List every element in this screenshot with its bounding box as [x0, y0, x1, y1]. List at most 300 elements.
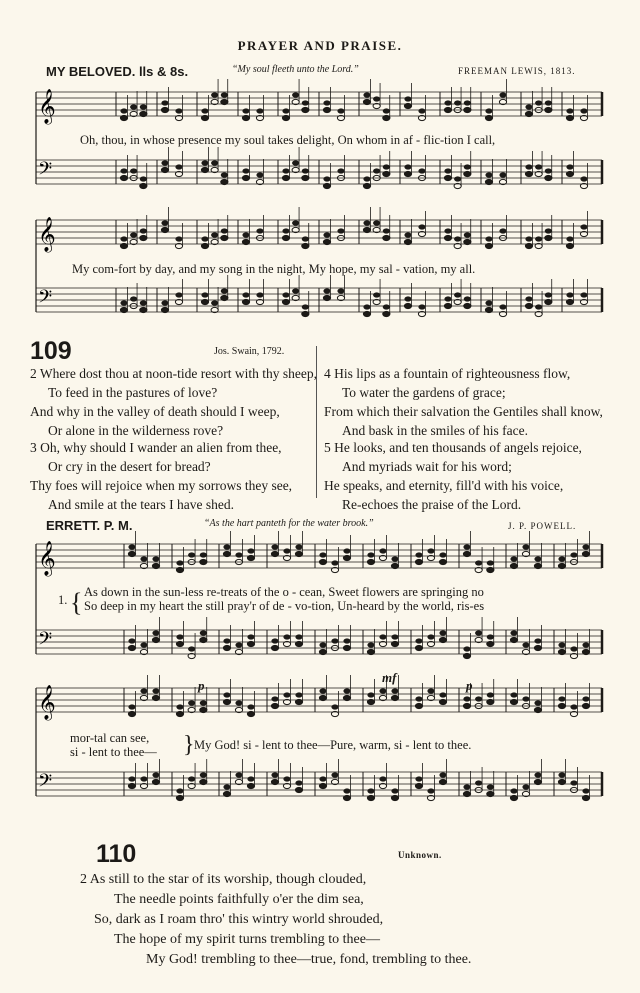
note-head [343, 555, 350, 560]
note-head [566, 236, 573, 241]
note-head [176, 567, 183, 572]
note-head [323, 100, 330, 105]
note-head [319, 776, 326, 781]
note-head [510, 637, 517, 642]
note-head [140, 307, 147, 312]
note-head [379, 634, 386, 639]
note-head [487, 567, 494, 572]
note-head [558, 696, 565, 701]
hymn2-score [0, 520, 640, 850]
note-head [444, 228, 451, 233]
note-head [343, 695, 350, 700]
note-head [510, 630, 517, 635]
note-head [235, 552, 242, 557]
note-head [221, 172, 228, 177]
note-head [201, 160, 208, 165]
note-head [415, 776, 422, 781]
note-head [176, 711, 183, 716]
note-head [534, 772, 541, 777]
note-head [363, 304, 370, 309]
note-head [404, 103, 411, 108]
stanza-line: 2 Where dost thou at noon-tide resort with thy sheep, [30, 366, 317, 381]
note-head [373, 292, 380, 297]
note-head [319, 552, 326, 557]
note-head [242, 168, 249, 173]
bass-clef-icon: 𝄢 [38, 159, 53, 184]
note-head [487, 692, 494, 697]
note-head [367, 788, 374, 793]
note-head [510, 692, 517, 697]
note-head [499, 172, 506, 177]
note-head [152, 556, 159, 561]
note-head [463, 646, 470, 651]
note-head [201, 243, 208, 248]
note-head [464, 303, 471, 308]
note-head [200, 772, 207, 777]
note-head [558, 642, 565, 647]
stanza-line: Thy foes will rejoice when my sorrows they see, [30, 478, 293, 493]
note-head [176, 788, 183, 793]
note-head [487, 784, 494, 789]
hymn1-composer: FREEMAN LEWIS, 1813. [458, 66, 576, 76]
note-head [319, 649, 326, 654]
note-head [128, 551, 135, 556]
hymn1-motto: “My soul fleeth unto the Lord.” [232, 64, 359, 75]
hymn2-lyric-a: As down in the sun-less re-treats of the o - cean, Sweet flowers are springing no [84, 585, 484, 599]
note-head [223, 638, 230, 643]
note-head [580, 224, 587, 229]
note-head [558, 779, 565, 784]
note-head [485, 115, 492, 120]
note-head [295, 641, 302, 646]
note-head [367, 642, 374, 647]
treble-clef-icon: 𝄞 [38, 89, 56, 124]
note-head [463, 703, 470, 708]
note-head [439, 637, 446, 642]
note-head [130, 104, 137, 109]
note-head [271, 645, 278, 650]
note-head [271, 703, 278, 708]
stanza-line: And myriads wait for his word; [342, 459, 512, 474]
note-head [283, 548, 290, 553]
note-head [161, 160, 168, 165]
note-head [302, 175, 309, 180]
note-head [282, 292, 289, 297]
note-head [367, 552, 374, 557]
note-head [391, 641, 398, 646]
hymn1-score [0, 0, 640, 340]
note-head [383, 171, 390, 176]
treble-clef-icon: 𝄞 [38, 685, 56, 720]
note-head [566, 171, 573, 176]
note-head [140, 104, 147, 109]
note-head [383, 235, 390, 240]
stanza-line: And smile at the tears I have shed. [48, 497, 234, 512]
note-head [475, 780, 482, 785]
note-head [391, 795, 398, 800]
note-head [582, 649, 589, 654]
note-head [323, 183, 330, 188]
hymn-number-110: 110 [96, 840, 137, 868]
note-head [176, 560, 183, 565]
note-head [223, 791, 230, 796]
stanza-line: And bask in the smiles of his face. [342, 423, 528, 438]
note-head [200, 700, 207, 705]
note-head [582, 788, 589, 793]
note-head [242, 175, 249, 180]
note-head [323, 288, 330, 293]
note-head [499, 228, 506, 233]
note-head [525, 111, 532, 116]
stanza-line: So, dark as I roam thro' this wintry world shrouded, [94, 912, 384, 927]
note-head [464, 107, 471, 112]
note-head [247, 641, 254, 646]
note-head [221, 235, 228, 240]
note-head [454, 100, 461, 105]
note-head [404, 296, 411, 301]
note-head [582, 544, 589, 549]
note-head [558, 703, 565, 708]
note-head [566, 292, 573, 297]
note-head [439, 552, 446, 557]
note-head [242, 108, 249, 113]
note-head [363, 311, 370, 316]
note-head [223, 692, 230, 697]
note-head [295, 692, 302, 697]
note-head [566, 115, 573, 120]
note-head [211, 160, 218, 165]
note-head [120, 243, 127, 248]
note-head [464, 239, 471, 244]
note-head [582, 696, 589, 701]
note-head [418, 108, 425, 113]
note-head [373, 220, 380, 225]
note-head [379, 548, 386, 553]
bass-clef-icon: 𝄢 [38, 629, 53, 654]
note-head [444, 303, 451, 308]
note-head [282, 108, 289, 113]
note-head [200, 637, 207, 642]
note-head [201, 236, 208, 241]
note-head [444, 107, 451, 112]
hymn110-author: Unknown. [398, 850, 442, 860]
note-head [242, 115, 249, 120]
note-head [201, 108, 208, 113]
note-head [485, 300, 492, 305]
note-head [580, 108, 587, 113]
hymn109-author: Jos. Swain, 1792. [214, 346, 285, 357]
stanza-line: Or alone in the wilderness rove? [48, 423, 224, 438]
note-head [558, 556, 565, 561]
stanza-line: 2 As still to the star of its worship, though clouded, [80, 872, 367, 887]
note-head [200, 630, 207, 635]
note-head [582, 703, 589, 708]
note-head [566, 108, 573, 113]
note-head [464, 100, 471, 105]
note-head [522, 696, 529, 701]
note-head [534, 638, 541, 643]
note-head [302, 236, 309, 241]
note-head [343, 688, 350, 693]
note-head [140, 300, 147, 305]
note-head [337, 288, 344, 293]
note-head [319, 559, 326, 564]
note-head [404, 164, 411, 169]
note-head [391, 563, 398, 568]
note-head [534, 563, 541, 568]
note-head [444, 235, 451, 240]
note-head [140, 111, 147, 116]
note-head [418, 304, 425, 309]
note-head [582, 642, 589, 647]
note-head [140, 183, 147, 188]
note-head [188, 552, 195, 557]
note-head [464, 296, 471, 301]
tune-title-errett: ERRETT. P. M. [46, 518, 133, 533]
note-head [223, 699, 230, 704]
note-head [525, 164, 532, 169]
note-head [545, 168, 552, 173]
note-head [535, 100, 542, 105]
note-head [463, 696, 470, 701]
note-head [367, 692, 374, 697]
note-head [535, 236, 542, 241]
note-head [128, 783, 135, 788]
note-head [582, 795, 589, 800]
note-head [463, 784, 470, 789]
note-head [373, 168, 380, 173]
note-head [295, 699, 302, 704]
note-head [566, 164, 573, 169]
note-head [271, 696, 278, 701]
note-head [128, 638, 135, 643]
note-head [319, 783, 326, 788]
note-head [221, 92, 228, 97]
note-head [463, 544, 470, 549]
note-head [161, 107, 168, 112]
note-head [534, 700, 541, 705]
note-head [444, 175, 451, 180]
note-head [383, 115, 390, 120]
note-head [582, 551, 589, 556]
note-head [120, 236, 127, 241]
note-head [415, 645, 422, 650]
note-head [343, 645, 350, 650]
note-head [415, 783, 422, 788]
note-head [454, 176, 461, 181]
note-head [558, 563, 565, 568]
note-head [379, 776, 386, 781]
note-head [454, 292, 461, 297]
note-head [363, 176, 370, 181]
note-head [439, 692, 446, 697]
note-head [200, 559, 207, 564]
note-head [558, 772, 565, 777]
note-head [235, 642, 242, 647]
note-head [415, 559, 422, 564]
stanza-line: My God! trembling to thee—true, fond, trembling to thee. [146, 952, 472, 967]
note-head [152, 695, 159, 700]
note-head [534, 645, 541, 650]
note-head [295, 634, 302, 639]
note-head [302, 168, 309, 173]
note-head [463, 791, 470, 796]
note-head [200, 707, 207, 712]
note-head [363, 220, 370, 225]
note-head [337, 168, 344, 173]
verse-brace: { [70, 588, 83, 617]
note-head [323, 232, 330, 237]
note-head [487, 791, 494, 796]
note-head [140, 688, 147, 693]
note-head [295, 780, 302, 785]
note-head [120, 307, 127, 312]
note-head [176, 634, 183, 639]
note-head [175, 292, 182, 297]
note-head [128, 544, 135, 549]
note-head [337, 108, 344, 113]
note-head [464, 171, 471, 176]
treble-clef-icon: 𝄞 [38, 217, 56, 252]
note-head [223, 544, 230, 549]
stanza-line: Or cry in the desert for bread? [48, 459, 211, 474]
note-head [525, 171, 532, 176]
note-head [485, 108, 492, 113]
note-head [580, 176, 587, 181]
note-head [485, 236, 492, 241]
note-head [343, 548, 350, 553]
note-head [188, 646, 195, 651]
note-head [427, 548, 434, 553]
hymn-number-109: 109 [30, 337, 72, 365]
note-head [363, 227, 370, 232]
hymn1-lyric-line2: My com-fort by day, and my song in the night, My hope, my sal - vation, my all. [72, 262, 476, 276]
note-head [475, 696, 482, 701]
note-head [383, 304, 390, 309]
note-head [464, 164, 471, 169]
note-head [367, 699, 374, 704]
hymn2-lyric-d: My God! si - lent to thee—Pure, warm, si - lent to thee. [194, 738, 472, 752]
note-head [247, 783, 254, 788]
note-head [525, 303, 532, 308]
note-head [161, 307, 168, 312]
note-head [242, 232, 249, 237]
treble-clef-icon: 𝄞 [38, 541, 56, 576]
tune-title-my-beloved: MY BELOVED. lls & 8s. [46, 64, 189, 79]
note-head [566, 299, 573, 304]
note-head [522, 642, 529, 647]
note-head [404, 239, 411, 244]
note-head [522, 544, 529, 549]
note-head [510, 795, 517, 800]
note-head [292, 288, 299, 293]
note-head [534, 556, 541, 561]
note-head [535, 304, 542, 309]
hymn2-lyric-c1: mor-tal can see, [70, 731, 150, 745]
note-head [120, 168, 127, 173]
note-head [343, 795, 350, 800]
note-head [323, 295, 330, 300]
note-head [302, 100, 309, 105]
hymn109-stanza-2 [30, 364, 317, 440]
dynamic-p: p [198, 678, 205, 693]
note-head [534, 779, 541, 784]
dynamic-mf: mf [382, 670, 397, 685]
note-head [120, 115, 127, 120]
note-head [367, 795, 374, 800]
note-head [427, 788, 434, 793]
note-head [271, 551, 278, 556]
note-head [302, 107, 309, 112]
note-head [128, 704, 135, 709]
note-head [439, 630, 446, 635]
note-head [140, 235, 147, 240]
note-head [475, 560, 482, 565]
note-head [570, 704, 577, 709]
note-head [221, 99, 228, 104]
note-head [128, 776, 135, 781]
note-head [221, 179, 228, 184]
note-head [235, 700, 242, 705]
note-head [545, 228, 552, 233]
stanza-line: 4 His lips as a fountain of righteousness flow, [324, 366, 571, 381]
note-head [140, 176, 147, 181]
note-head [415, 696, 422, 701]
note-head [223, 551, 230, 556]
note-head [120, 300, 127, 305]
note-head [391, 634, 398, 639]
note-head [331, 772, 338, 777]
note-head [487, 641, 494, 646]
note-head [176, 795, 183, 800]
verse-number: 1. [58, 593, 68, 607]
note-head [161, 167, 168, 172]
note-head [295, 787, 302, 792]
stanza-line: And why in the valley of death should I weep, [30, 404, 280, 419]
note-head [499, 92, 506, 97]
note-head [242, 292, 249, 297]
note-head [201, 115, 208, 120]
note-head [558, 649, 565, 654]
note-head [499, 304, 506, 309]
note-head [475, 630, 482, 635]
note-head [439, 779, 446, 784]
note-head [319, 688, 326, 693]
note-head [545, 107, 552, 112]
note-head [331, 638, 338, 643]
note-head [221, 228, 228, 233]
note-head [247, 634, 254, 639]
note-head [175, 108, 182, 113]
note-head [292, 220, 299, 225]
note-head [176, 641, 183, 646]
note-head [292, 160, 299, 165]
note-head [283, 776, 290, 781]
note-head [221, 288, 228, 293]
note-head [152, 630, 159, 635]
note-head [367, 649, 374, 654]
note-head [271, 638, 278, 643]
note-head [242, 239, 249, 244]
stanza-line: The needle points faithfully o'er the dim sea, [114, 892, 364, 907]
note-head [188, 776, 195, 781]
note-head [439, 699, 446, 704]
note-head [200, 779, 207, 784]
note-head [130, 232, 137, 237]
note-head [323, 176, 330, 181]
note-head [140, 642, 147, 647]
note-head [201, 299, 208, 304]
